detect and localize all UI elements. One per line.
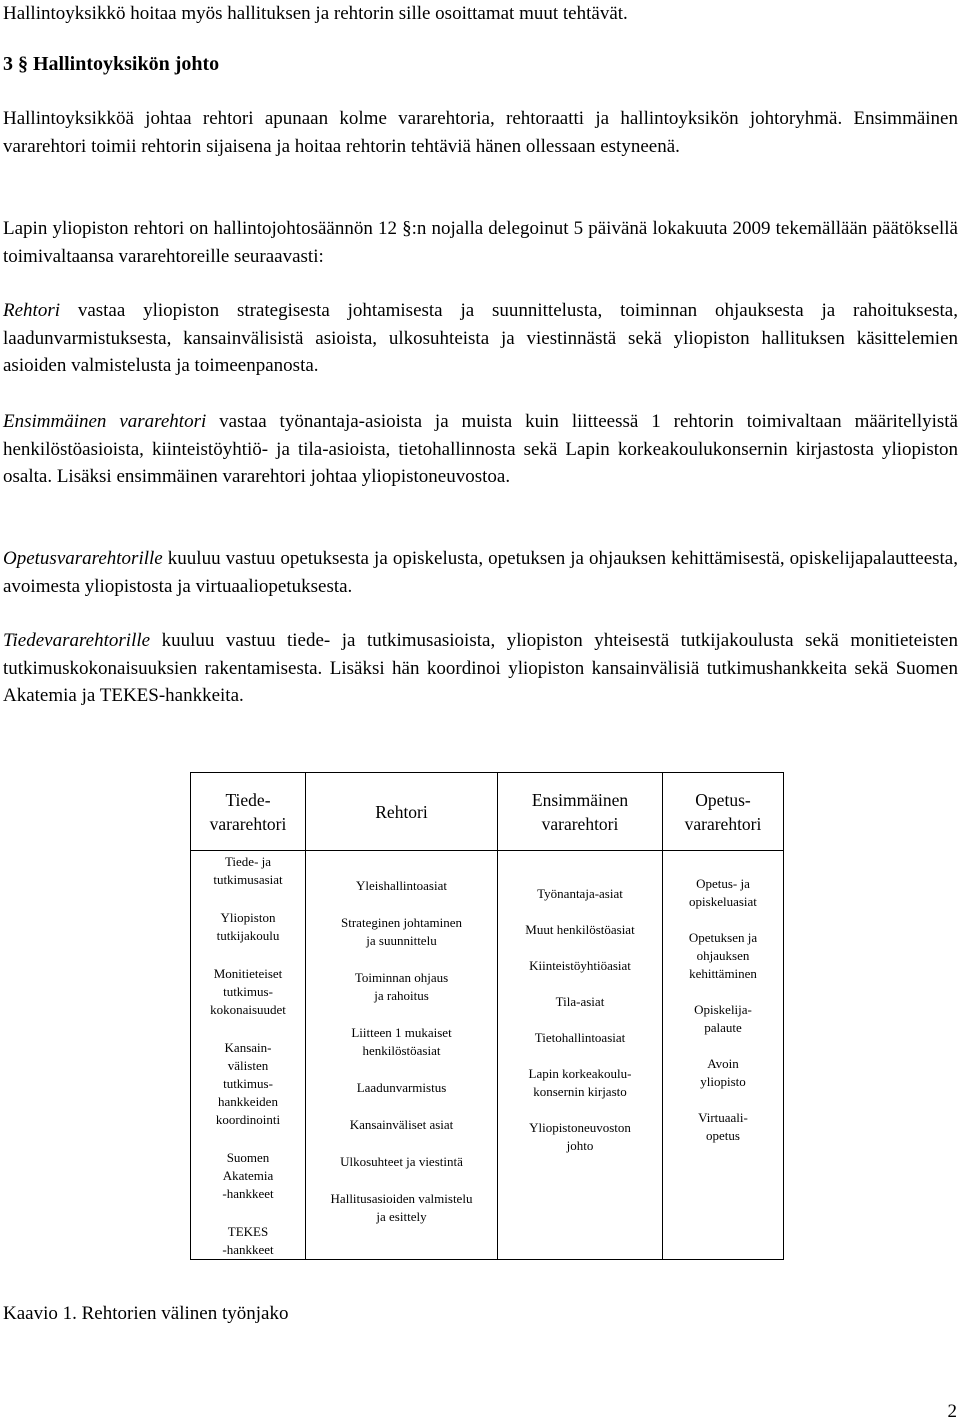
column-header-first-vice: Ensimmäinen vararehtori	[498, 773, 663, 851]
diagram-item: Tietohallintoasiat	[534, 1030, 626, 1045]
column-first-vice	[498, 851, 663, 1260]
diagram-item: Tila-asiat	[555, 994, 605, 1009]
research-vice-label: Tiedevararehtorille	[3, 630, 151, 651]
first-vice-item-list	[498, 851, 662, 1155]
section-heading: 3 § Hallintoyksikön johto	[3, 53, 220, 75]
diagram-caption: Kaavio 1. Rehtorien välinen työnjako	[3, 1303, 289, 1324]
diagram-item: Liitteen 1 mukaiset henkilöstöasiat	[351, 1025, 452, 1058]
research-vice-item-list	[191, 851, 305, 1259]
research-vice-paragraph	[3, 627, 958, 710]
column-header-rector: Rehtori	[306, 773, 498, 851]
diagram-item: Monitieteiset tutkimus- kokonaisuudet	[210, 966, 286, 1017]
column-header-teaching-vice: Opetus- vararehtori	[663, 773, 784, 851]
diagram-item: Tiede- ja tutkimusasiat	[213, 854, 283, 887]
column-header-research-vice: Tiede- vararehtori	[191, 773, 306, 851]
column-research-vice	[191, 851, 306, 1260]
diagram-item: Kansain- välisten tutkimus- hankkeiden koordinointi	[215, 1040, 281, 1127]
intro-tail-paragraph: Hallintoyksikkö hoitaa myös hallituksen ja rehtorin sille osoittamat muut tehtävät.	[3, 3, 628, 24]
diagram-item: Opiskelija- palaute	[694, 1002, 752, 1035]
research-vice-text: kuuluu vastuu tiede- ja tutkimusasioista, yliopiston yhteisestä tutkijakoulusta sekä monitieteisten tutkimuskokonaisuuksien rakentamisesta. Lisäksi hän koordinoi yliopiston kansainvälisiä tutkimushankkeita sekä Suomen Akatemia ja TEKES-hankkeita.	[3, 630, 958, 706]
diagram-item: Ulkosuhteet ja viestintä	[340, 1154, 463, 1169]
first-vice-label: Ensimmäinen vararehtori	[3, 411, 207, 432]
delegation-paragraph: Lapin yliopiston rehtori on hallintojohtosäännön 12 §:n nojalla delegoinut 5 päivänä lokakuuta 2009 tekemällään päätöksellä toimivaltaansa vararehtoreille seuraavasti:	[3, 218, 958, 267]
diagram-item: Työnantaja-asiat	[537, 886, 623, 901]
diagram-item: Yliopiston tutkijakoulu	[216, 910, 280, 943]
teaching-vice-label: Opetusvararehtorille	[3, 548, 163, 569]
diagram-item: Hallitusasioiden valmistelu ja esittely	[330, 1191, 473, 1224]
diagram-item: Kansainväliset asiat	[349, 1117, 454, 1132]
diagram-item: Avoin yliopisto	[700, 1056, 746, 1089]
diagram-item: Yleishallintoasiat	[356, 878, 447, 893]
diagram-item: Lapin korkeakoulu- konsernin kirjasto	[528, 1066, 632, 1099]
first-vice-paragraph	[3, 408, 958, 491]
first-vice-text: vastaa työnantaja-asioista ja muista kuin liitteessä 1 rehtorin toimivaltaan määritellyistä henkilöstöasioista, kiinteistöyhtiö- ja tila-asioista, tietohallinnosta sekä Lapin korkeakoulukonsernin kirjastosta yliopiston osalta. Lisäksi ensimmäinen vararehtori johtaa yliopistoneuvostoa.	[3, 411, 958, 487]
rector-paragraph	[3, 297, 958, 380]
diagram-item: TEKES -hankkeet	[222, 1224, 274, 1257]
division-of-labor-diagram	[190, 772, 784, 1260]
leadership-paragraph: Hallintoyksikköä johtaa rehtori apunaan kolme vararehtoria, rehtoraatti ja hallintoyksikön johtoryhmä. Ensimmäinen vararehtori toimii rehtorin sijaisena ja hoitaa rehtorin tehtäviä hänen ollessaan estyneenä.	[3, 108, 958, 157]
diagram-item: Opetus- ja opiskeluasiat	[689, 876, 757, 909]
diagram-item: Kiinteistöyhtiöasiat	[529, 958, 631, 973]
diagram-item: Strateginen johtaminen ja suunnittelu	[341, 915, 462, 948]
diagram-item: Suomen Akatemia -hankkeet	[222, 1150, 274, 1201]
teaching-vice-text: kuuluu vastuu opetuksesta ja opiskelusta, opetuksen ja ohjauksen kehittämisestä, opiskelijapalautteesta, avoimesta yliopistosta ja virtuaaliopetuksesta.	[3, 548, 958, 597]
diagram-item: Yliopistoneuvoston johto	[529, 1120, 631, 1153]
rector-text: vastaa yliopiston strategisesta johtamisesta ja suunnittelusta, toiminnan ohjauksesta ja rahoituksesta, laadunvarmistuksesta, kansainvälisistä asioista, ulkosuhteista ja viestinnästä sekä yliopiston hallituksen käsittelemien asioiden valmistelusta ja toimeenpanosta.	[3, 300, 958, 376]
diagram-item: Muut henkilöstöasiat	[525, 922, 635, 937]
column-teaching-vice	[663, 851, 784, 1260]
diagram-item: Laadunvarmistus	[356, 1080, 447, 1095]
page-number: 2	[947, 1401, 957, 1422]
diagram-item: Opetuksen ja ohjauksen kehittäminen	[688, 930, 758, 981]
teaching-vice-item-list	[663, 851, 783, 1145]
rector-label: Rehtori	[3, 300, 60, 321]
diagram-item: Virtuaali- opetus	[698, 1110, 748, 1143]
teaching-vice-paragraph	[3, 545, 958, 600]
diagram-item: Toiminnan ohjaus ja rahoitus	[354, 970, 449, 1003]
column-rector	[306, 851, 498, 1260]
rector-item-list	[306, 851, 497, 1226]
